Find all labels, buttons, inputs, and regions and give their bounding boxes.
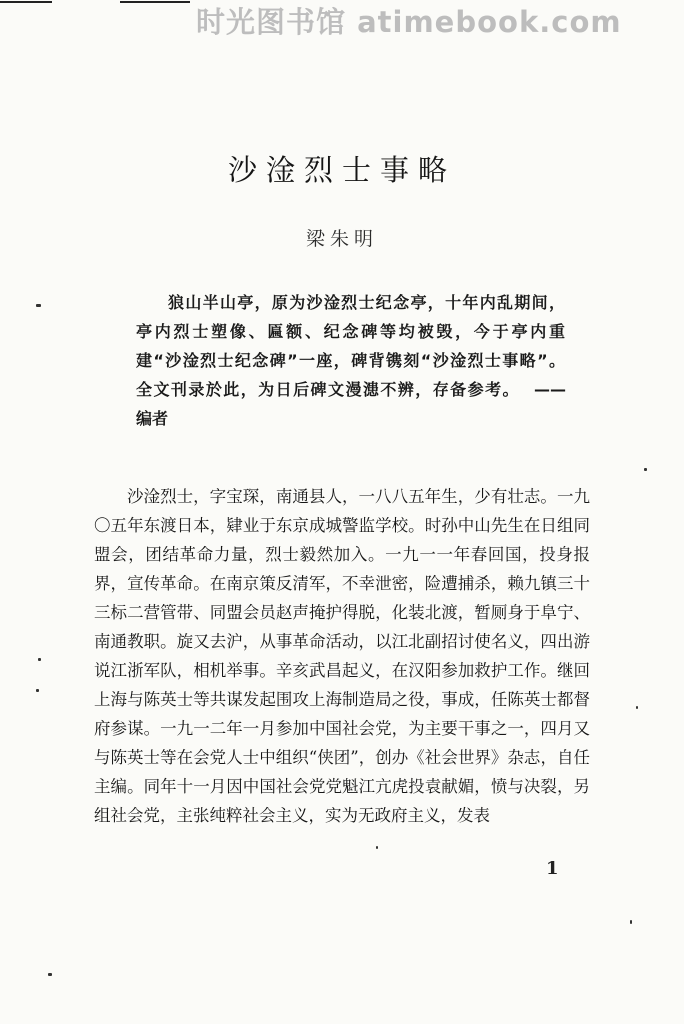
- top-rule-left: [0, 1, 52, 3]
- scan-speck: [38, 658, 41, 661]
- scan-speck: [630, 920, 632, 924]
- body-paragraph: 沙淦烈士，字宝琛，南通县人，一八八五年生，少有壮志。一九〇五年东渡日本，肄业于东京成城警监学校。时孙中山先生在日组同盟会，团结革命力量，烈士毅然加入。一九一一年春回国，投身报界，宣传革命。在南京策反清军，不幸泄密，险遭捕杀，赖九镇三十三标二营管带、同盟会员赵声掩护得脱，化装北渡，暂厕身于阜宁、南通教职。旋又去沪，从事革命活动，以江北副招讨使名义，四出游说江浙军队，相机举事。辛亥武昌起义，在汉阳参加救护工作。继回上海与陈英士等共谋发起围攻上海制造局之役，事成，任陈英士都督府参谋。一九一二年一月参加中国社会党，为主要干事之一，四月又与陈英士等在会党人士中组织“侠团”，创办《社会世界》杂志，自任主编。同年十一月因中国社会党党魁江亢虎投袁献媚，愤与决裂，另组社会党，主张纯粹社会主义，实为无政府主义，发表: [94, 487, 590, 825]
- editor-note: [136, 288, 566, 433]
- scan-speck: [36, 304, 41, 307]
- editor-note-text: 狼山半山亭，原为沙淦烈士纪念亭，十年内乱期间，亭内烈士塑像、匾额、纪念碑等均被毁，今于亭内重建“沙淦烈士纪念碑”一座，碑背镌刻“沙淦烈士事略”。全文刊录於此，为日后碑文漫漶不辨，存备参考。: [136, 293, 566, 399]
- watermark: 时光图书馆 atimebook.com: [196, 5, 622, 39]
- page-number: 1: [546, 858, 559, 879]
- scan-speck: [36, 689, 39, 692]
- scan-speck: [636, 706, 638, 709]
- scan-speck: [48, 973, 52, 976]
- page-title: 沙淦烈士事略: [227, 153, 456, 187]
- scan-speck: [644, 468, 647, 471]
- top-rule-middle: [120, 1, 190, 3]
- author-name: 梁朱明: [305, 228, 378, 250]
- editor-note-signature: ——编者: [136, 380, 566, 428]
- scan-speck: [376, 846, 378, 849]
